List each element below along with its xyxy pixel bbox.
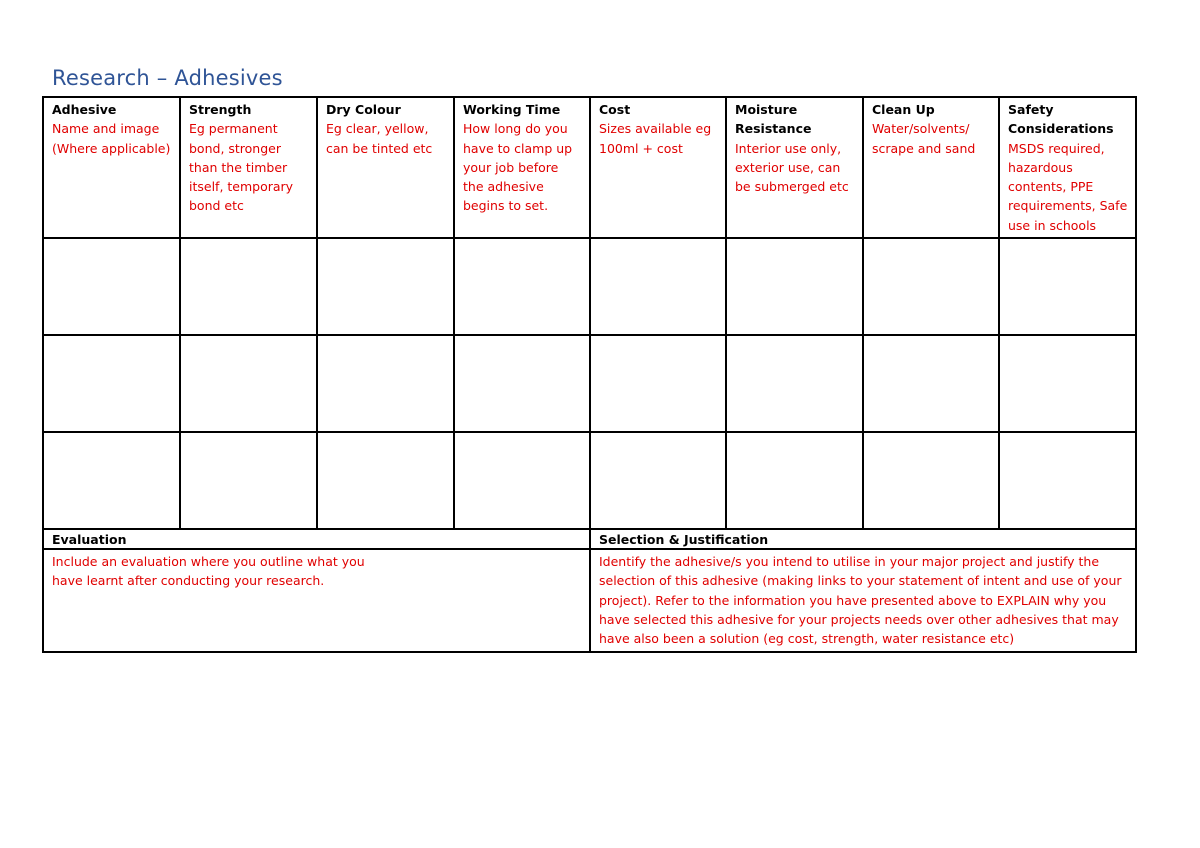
table-cell[interactable] [590,238,726,335]
table-cell[interactable] [43,238,180,335]
column-header: Adhesive [52,102,117,117]
table-row [43,432,1136,529]
table-cell[interactable] [317,432,454,529]
column-header: Strength [189,102,252,117]
table-cell[interactable] [454,238,590,335]
selection-cell[interactable] [590,549,1136,651]
header-row [43,97,1136,238]
research-table [42,96,1137,653]
column-adhesive [43,97,180,238]
column-header: Safety Considerations [1008,102,1114,137]
table-cell[interactable] [999,238,1136,335]
evaluation-header-row [43,529,1136,549]
column-instruction: How long do you have to clamp up your job before the adhesive begins to set. [463,121,573,214]
table-cell[interactable] [863,432,999,529]
column-working-time [454,97,590,238]
table-cell[interactable] [454,432,590,529]
page-title: Research – Adhesives [52,66,283,90]
table-row [43,335,1136,432]
table-cell[interactable] [180,238,317,335]
table-cell[interactable] [863,238,999,335]
table-cell[interactable] [999,335,1136,432]
table-cell[interactable] [180,432,317,529]
table-cell[interactable] [43,432,180,529]
column-instruction: Eg permanent bond, stronger than the timber itself, temporary bond etc [189,121,294,214]
table-cell[interactable] [590,432,726,529]
column-moisture-resistance [726,97,863,238]
table-cell[interactable] [590,335,726,432]
column-instruction: MSDS required, hazardous contents, PPE requirements, Safe use in schools [1008,140,1128,233]
column-instruction: Name and image (Where applicable) [52,121,171,156]
table-cell[interactable] [454,335,590,432]
table-cell[interactable] [317,238,454,335]
evaluation-instruction-line: Include an evaluation where you outline what you [52,554,365,570]
selection-instruction: Identify the adhesive/s you intend to utilise in your major project and justify the selection of this adhesive (making links to your statement of intent and use of your project). Refer to the information you have presented above to EXPLAIN why you have selected this adhesive for your projects needs over other adhesives that may have also been a solution (eg cost, strength, water resistance etc) [599,554,1122,647]
column-instruction: Water/solvents/ scrape and sand [872,121,976,156]
column-instruction: Interior use only, exterior use, can be submerged etc [735,140,849,195]
evaluation-header: Evaluation [43,529,590,549]
column-cost [590,97,726,238]
column-header: Moisture Resistance [735,102,812,137]
column-instruction: Eg clear, yellow, can be tinted etc [326,121,433,156]
column-safety-considerations [999,97,1136,238]
column-dry-colour [317,97,454,238]
table-cell[interactable] [726,335,863,432]
evaluation-body-row [43,549,1136,651]
column-header: Working Time [463,102,561,117]
table-cell[interactable] [180,335,317,432]
table-cell[interactable] [863,335,999,432]
column-header: Cost [599,102,631,117]
table-cell[interactable] [317,335,454,432]
column-instruction: Sizes available eg 100ml + cost [599,121,712,156]
column-strength [180,97,317,238]
evaluation-cell[interactable] [43,549,590,651]
table-cell[interactable] [726,238,863,335]
column-header: Clean Up [872,102,935,117]
table-cell[interactable] [999,432,1136,529]
table-row [43,238,1136,335]
table-cell[interactable] [726,432,863,529]
selection-header: Selection & Justification [590,529,1136,549]
table-cell[interactable] [43,335,180,432]
column-clean-up [863,97,999,238]
column-header: Dry Colour [326,102,401,117]
evaluation-instruction-line: have learnt after conducting your research. [52,573,325,589]
